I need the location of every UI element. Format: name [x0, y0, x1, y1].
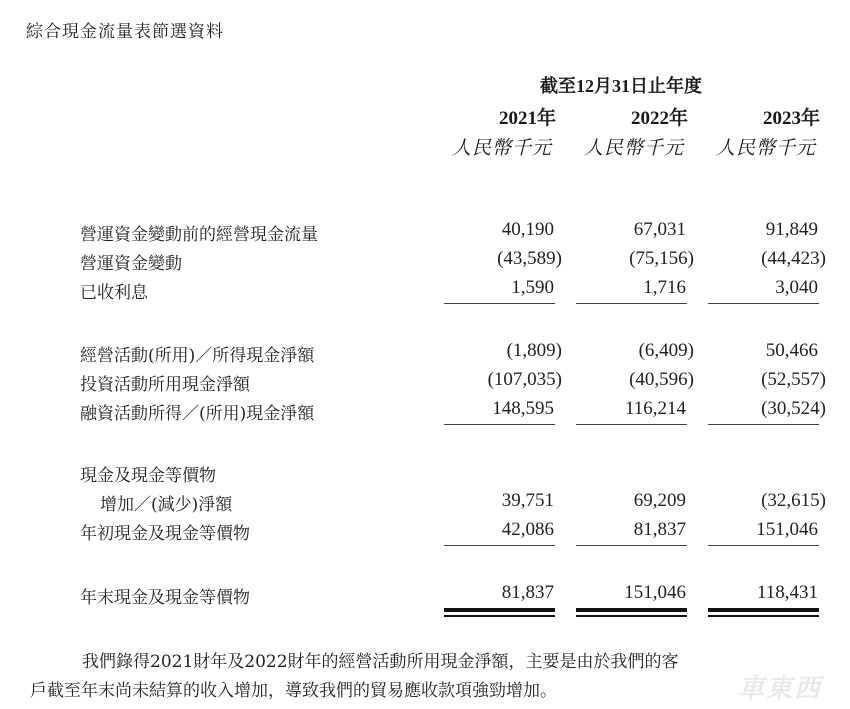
column-currency-2022: 人民幣千元 — [583, 138, 684, 159]
cell-value: (40,596) — [629, 369, 694, 390]
cell-value: (107,035) — [487, 369, 562, 390]
subtotal-rule — [576, 424, 687, 425]
subtotal-rule — [444, 545, 555, 546]
total-double-rule — [444, 608, 555, 612]
total-double-rule — [708, 608, 819, 612]
cell-value: 3,040 — [775, 277, 818, 298]
total-double-rule — [576, 615, 687, 617]
row-label: 營運資金變動前的經營現金流量 — [80, 225, 318, 245]
row-label: 年初現金及現金等價物 — [80, 524, 250, 544]
cell-value: (43,589) — [497, 248, 562, 269]
total-double-rule — [708, 615, 819, 617]
subtotal-rule — [708, 424, 819, 425]
subtotal-rule — [708, 545, 819, 546]
cell-value: 50,466 — [765, 340, 818, 361]
subtotal-rule — [444, 424, 555, 425]
cell-value: 151,046 — [624, 582, 686, 603]
cell-value: (44,423) — [761, 248, 826, 269]
cell-value: 116,214 — [624, 398, 686, 419]
cell-value: 148,595 — [492, 398, 554, 419]
subtotal-rule — [576, 545, 687, 546]
row-label: 營運資金變動 — [80, 254, 182, 274]
cell-value: 81,837 — [633, 519, 686, 540]
cell-value: 1,716 — [643, 277, 686, 298]
cell-value: (52,557) — [761, 369, 826, 390]
paragraph-line-2: 戶截至年末尚未結算的收入增加，導致我們的貿易應收款項強勁增加。 — [30, 681, 557, 701]
column-currency-2023: 人民幣千元 — [715, 138, 816, 159]
cell-value: 91,849 — [765, 219, 818, 240]
row-label: 現金及現金等價物 — [80, 466, 216, 486]
explanatory-paragraph — [30, 648, 823, 706]
cell-value: (6,409) — [638, 340, 694, 361]
period-header: 截至12月31日止年度 — [540, 76, 702, 96]
row-label: 投資活動所用現金淨額 — [80, 375, 250, 395]
cell-value: 151,046 — [756, 519, 818, 540]
total-double-rule — [576, 608, 687, 612]
cell-value: 40,190 — [501, 219, 554, 240]
row-label: 年末現金及現金等價物 — [80, 588, 250, 608]
row-label: 已收利息 — [80, 283, 148, 303]
cell-value: 118,431 — [756, 582, 818, 603]
column-year-2022: 2022年 — [630, 108, 688, 129]
column-year-2023: 2023年 — [762, 108, 820, 129]
watermark-logo: 車東西 — [738, 674, 823, 704]
cell-value: 69,209 — [633, 490, 686, 511]
cell-value: 1,590 — [511, 277, 554, 298]
row-label: 增加／(減少)淨額 — [100, 495, 233, 515]
cell-value: (32,615) — [761, 490, 826, 511]
subtotal-rule — [708, 303, 819, 304]
cell-value: 39,751 — [501, 490, 554, 511]
cell-value: 81,837 — [501, 582, 554, 603]
subtotal-rule — [576, 303, 687, 304]
cell-value: (30,524) — [761, 398, 826, 419]
row-label: 經營活動(所用)／所得現金淨額 — [80, 346, 315, 366]
total-double-rule — [444, 615, 555, 617]
cell-value: 67,031 — [633, 219, 686, 240]
cell-value: (75,156) — [629, 248, 694, 269]
document-title: 綜合現金流量表節選資料 — [26, 22, 224, 42]
subtotal-rule — [444, 303, 555, 304]
cell-value: 42,086 — [501, 519, 554, 540]
row-label: 融資活動所得／(所用)現金淨額 — [80, 404, 315, 424]
cell-value: (1,809) — [506, 340, 562, 361]
column-year-2021: 2021年 — [498, 108, 556, 129]
column-currency-2021: 人民幣千元 — [451, 138, 552, 159]
paragraph-line-1: 我們錄得2021財年及2022財年的經營活動所用現金淨額，主要是由於我們的客 — [82, 652, 679, 672]
